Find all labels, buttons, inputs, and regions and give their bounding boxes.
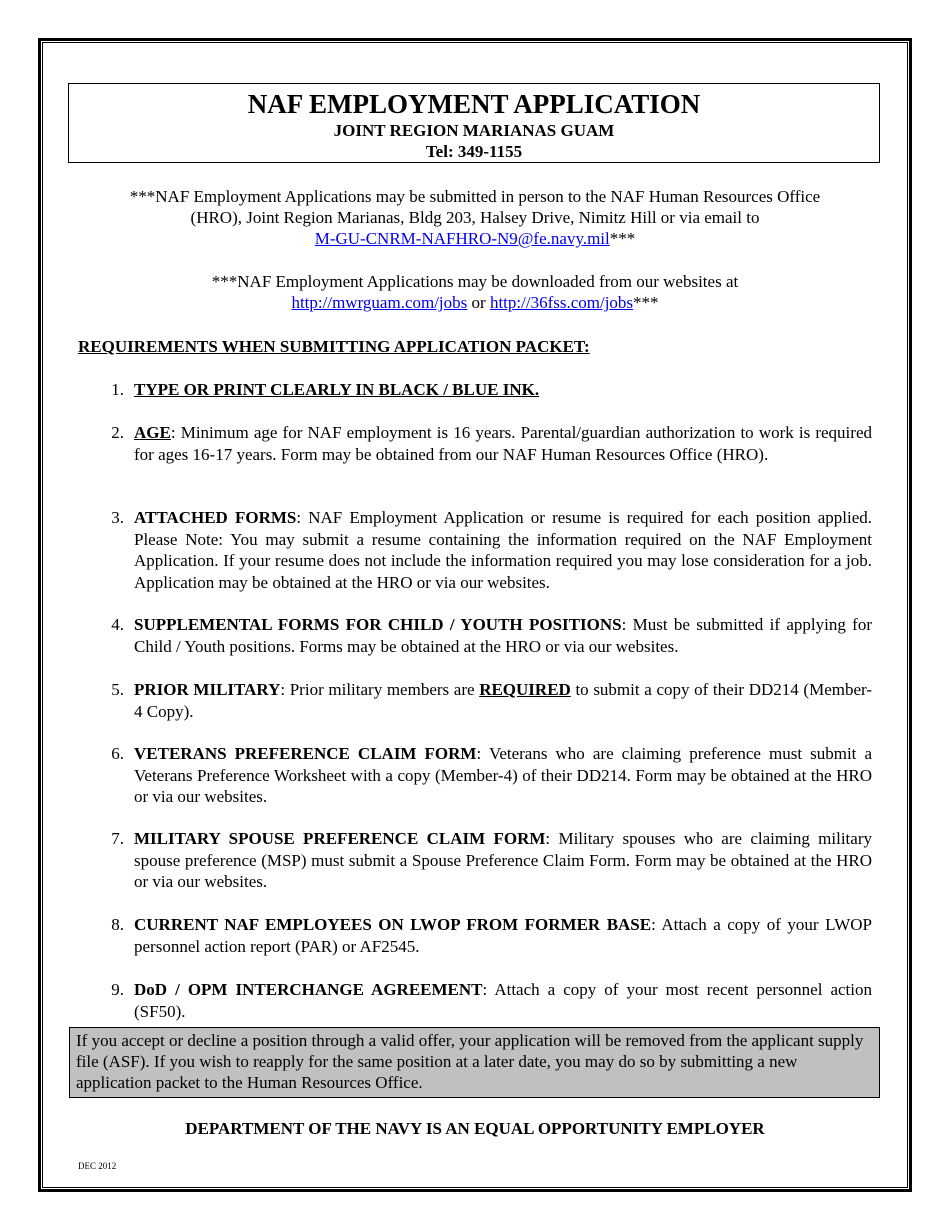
header-box: [68, 83, 880, 163]
requirement-text: : Attach a copy of your most recent personnel action (SF50).: [134, 980, 872, 1021]
notice1-suffix: ***: [609, 229, 636, 248]
requirement-title: ATTACHED FORMS: [134, 508, 297, 527]
required-emphasis: REQUIRED: [479, 680, 571, 699]
header-subtitle: JOINT REGION MARIANAS GUAM: [333, 121, 615, 140]
submission-notice: [70, 186, 880, 249]
requirement-text-after: to submit a copy of their DD214 (Member-4 Copy).: [134, 680, 872, 721]
requirement-title: MILITARY SPOUSE PREFERENCE CLAIM FORM: [134, 829, 546, 848]
requirement-title: DoD / OPM INTERCHANGE AGREEMENT: [134, 980, 483, 999]
requirement-title: TYPE OR PRINT CLEARLY IN BLACK / BLUE INK.: [134, 380, 540, 399]
requirement-text: : Must be submitted if applying for Child / Youth positions. Forms may be obtained at the HRO or via our websites.: [134, 615, 872, 656]
requirement-text: : Minimum age for NAF employment is 16 years. Parental/guardian authorization to work is required for ages 16-17 years. Form may be obtained from our NAF Human Resources Office (HRO).: [134, 423, 872, 464]
requirement-item-6: [100, 743, 872, 808]
requirement-number: 5.: [111, 680, 124, 699]
notice2-or: or: [467, 293, 490, 312]
hro-email-link[interactable]: M-GU-CNRM-NAFHRO-N9@fe.navy.mil: [314, 229, 610, 248]
notice2-suffix: ***: [633, 293, 659, 312]
requirement-text: : Military spouses who are claiming military spouse preference (MSP) must submit a Spouse Preference Claim Form. Form may be obtained at the HRO or via our websites.: [134, 829, 872, 891]
revision-date: DEC 2012: [78, 1161, 117, 1171]
download-notice-line1: ***NAF Employment Applications may be downloaded from our websites at: [211, 272, 739, 291]
requirement-title: CURRENT NAF EMPLOYEES ON LWOP FROM FORMER BASE: [134, 915, 652, 934]
mwrguam-jobs-link[interactable]: http://mwrguam.com/jobs: [291, 293, 468, 312]
requirement-item-3: [100, 507, 872, 593]
submission-notice-line1: ***NAF Employment Applications may be submitted in person to the NAF Human Resources Office: [129, 187, 821, 206]
header-tel: Tel: 349-1155: [425, 142, 523, 161]
requirement-text: : Attach a copy of your LWOP personnel action report (PAR) or AF2545.: [134, 915, 872, 956]
requirement-number: 7.: [111, 829, 124, 848]
requirement-number: 9.: [111, 980, 124, 999]
requirement-title: VETERANS PREFERENCE CLAIM FORM: [134, 744, 477, 763]
equal-opportunity-statement: DEPARTMENT OF THE NAVY IS AN EQUAL OPPORTUNITY EMPLOYER: [185, 1119, 765, 1138]
requirement-text: : NAF Employment Application or resume is required for each position applied. Please Note: You may submit a resume containing the information required on the NAF Employment Application. If your resume does not include the information required you may lose consideration for a job. Application may be obtained at the HRO or via our websites.: [134, 508, 872, 592]
requirement-title: SUPPLEMENTAL FORMS FOR CHILD / YOUTH POSITIONS: [134, 615, 622, 634]
download-notice-line2: [70, 292, 880, 313]
requirement-text-before: : Prior military members are: [280, 680, 480, 699]
requirement-number: 8.: [111, 915, 124, 934]
reapply-notice-box: If you accept or decline a position through a valid offer, your application will be removed from the applicant supply file (ASF). If you wish to reapply for the same position at a later date, you may do so by submitting a new application packet to the Human Resources Office.: [69, 1027, 880, 1098]
requirement-number: 3.: [111, 508, 124, 527]
requirement-item-4: [100, 614, 872, 657]
requirement-text: : Veterans who are claiming preference must submit a Veterans Preference Worksheet with a copy (Member-4) of their DD214. Form may be obtained at the HRO or via our websites.: [134, 744, 872, 806]
requirement-number: 1.: [111, 380, 124, 399]
requirement-number: 6.: [111, 744, 124, 763]
requirement-number: 2.: [111, 423, 124, 442]
download-notice: [70, 271, 880, 313]
36fss-jobs-link[interactable]: http://36fss.com/jobs: [489, 293, 634, 312]
requirement-number: 4.: [111, 615, 124, 634]
requirements-heading: REQUIREMENTS WHEN SUBMITTING APPLICATION PACKET:: [78, 337, 590, 356]
requirement-item-9: [100, 979, 872, 1022]
requirement-item-7: [100, 828, 872, 893]
requirement-item-1: [100, 379, 872, 401]
requirement-item-2: [100, 422, 872, 465]
page-title: NAF EMPLOYMENT APPLICATION: [247, 89, 701, 119]
requirement-title: AGE: [134, 423, 171, 442]
submission-notice-line3: [70, 228, 880, 249]
requirement-item-5: [100, 679, 872, 722]
submission-notice-line2: (HRO), Joint Region Marianas, Bldg 203, Halsey Drive, Nimitz Hill or via email to: [190, 208, 760, 227]
requirement-title: PRIOR MILITARY: [134, 680, 281, 699]
requirement-item-8: [100, 914, 872, 957]
